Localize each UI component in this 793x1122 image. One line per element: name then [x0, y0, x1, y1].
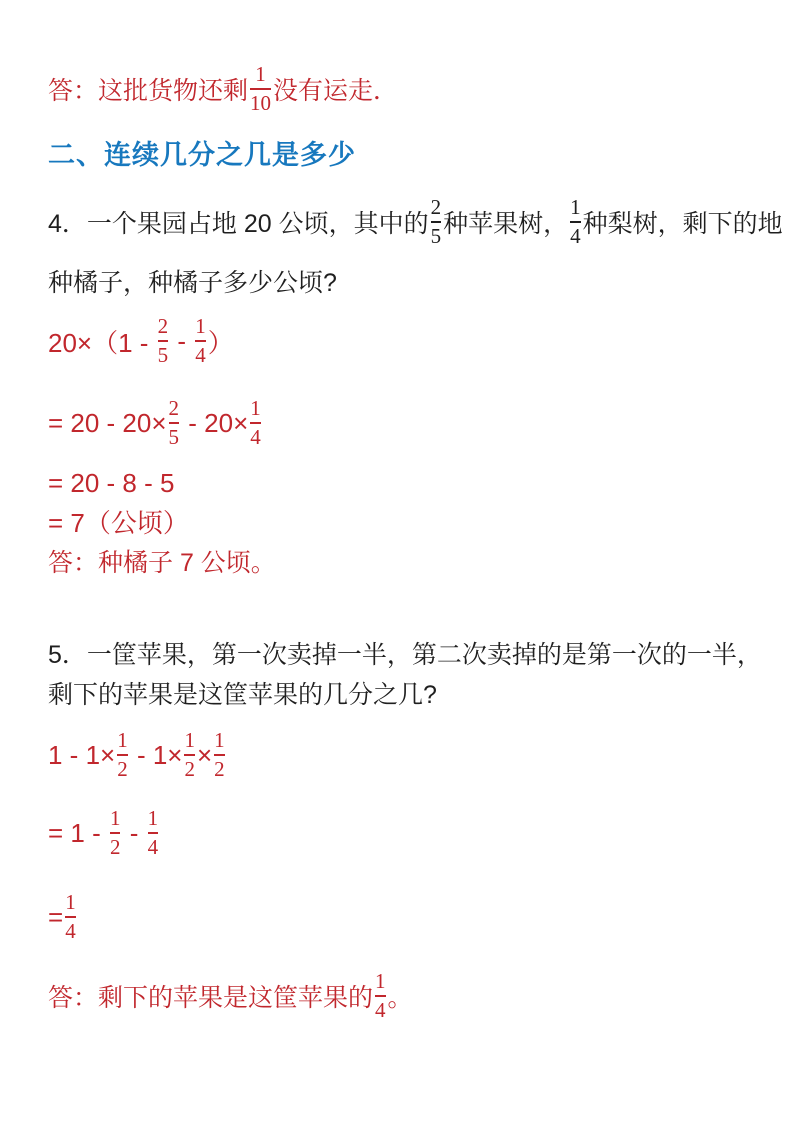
fraction — [195, 314, 206, 368]
problem-4-text-line-1 — [48, 190, 783, 254]
text-segment: = 1 - — [48, 817, 108, 848]
fraction — [250, 396, 261, 450]
problem-4-solution-step-1 — [48, 308, 234, 374]
text-segment: - — [170, 325, 194, 356]
problem-4-solution-step-2 — [48, 390, 263, 456]
fraction-denominator: 10 — [250, 91, 272, 115]
text-segment: 20×（1 - — [48, 327, 156, 358]
fraction — [117, 728, 128, 782]
text-segment: 4．一个果园占地 20 公顷，其中的 — [48, 210, 429, 238]
answer-line-q5 — [48, 963, 413, 1029]
text-segment: ） — [207, 327, 234, 358]
fraction — [158, 314, 169, 368]
fraction-denominator: 2 — [109, 835, 121, 859]
problem-5-solution-step-1 — [48, 722, 227, 788]
fraction-bar — [169, 422, 180, 424]
answer-line-q3 — [48, 58, 398, 120]
fraction-numerator: 1 — [570, 194, 581, 219]
text-segment: 没有运走． — [273, 77, 399, 105]
fraction-denominator: 4 — [65, 919, 76, 943]
text-segment: 种梨树，剩下的地 — [582, 210, 783, 238]
fraction — [250, 62, 271, 116]
fraction — [375, 969, 386, 1023]
fraction-bar — [184, 754, 195, 756]
fraction — [431, 195, 442, 249]
problem-5-solution-step-3 — [48, 884, 78, 950]
fraction-bar — [570, 221, 581, 223]
fraction-numerator: 2 — [430, 194, 442, 219]
fraction-denominator: 4 — [570, 224, 581, 248]
fraction-numerator: 1 — [250, 395, 261, 420]
text-segment: × — [196, 739, 213, 770]
fraction-numerator: 2 — [168, 395, 180, 420]
fraction-numerator: 1 — [195, 313, 206, 338]
fraction-bar — [65, 916, 76, 918]
fraction-denominator: 2 — [214, 757, 225, 781]
fraction-denominator: 5 — [430, 224, 442, 248]
text-segment: = 7（公顷） — [48, 507, 189, 538]
fraction-bar — [250, 88, 271, 90]
text-segment: 答：剩下的苹果是这筐苹果的 — [48, 984, 374, 1012]
fraction-bar — [214, 754, 225, 756]
fraction-denominator: 4 — [375, 998, 386, 1022]
fraction-denominator: 2 — [117, 757, 128, 781]
text-segment: 种橘子，种橘子多少公顷? — [48, 269, 337, 297]
fraction-numerator: 1 — [184, 727, 195, 752]
fraction — [110, 806, 121, 860]
fraction — [570, 195, 581, 249]
text-segment: - — [122, 817, 146, 848]
fraction-bar — [110, 832, 121, 834]
text-segment: = — [48, 901, 64, 932]
fraction — [169, 396, 180, 450]
fraction — [214, 728, 225, 782]
problem-4-text-line-2 — [48, 260, 337, 302]
text-segment: 剩下的苹果是这筐苹果的几分之几? — [48, 681, 437, 709]
text-segment: 答：种橘子 7 公顷。 — [48, 549, 276, 577]
fraction — [148, 806, 159, 860]
fraction-numerator: 1 — [109, 805, 121, 830]
fraction-bar — [148, 832, 159, 834]
fraction-numerator: 1 — [255, 61, 266, 86]
text-segment: = 20 - 20× — [48, 407, 167, 438]
text-segment: = 20 - 8 - 5 — [48, 467, 175, 498]
section-heading: 二、连续几分之几是多少 — [48, 139, 356, 170]
fraction-numerator: 1 — [147, 805, 159, 830]
fraction-numerator: 1 — [65, 889, 76, 914]
fraction-bar — [117, 754, 128, 756]
text-segment: 答：这批货物还剩 — [48, 77, 249, 105]
fraction-bar — [375, 995, 386, 997]
text-segment: - 20× — [181, 407, 249, 438]
fraction-bar — [250, 422, 261, 424]
fraction-numerator: 1 — [117, 727, 128, 752]
fraction-numerator: 1 — [375, 968, 386, 993]
problem-5-solution-step-2 — [48, 800, 160, 866]
text-segment: 种苹果树， — [443, 210, 569, 238]
text-segment: 。 — [387, 984, 413, 1012]
fraction-denominator: 4 — [195, 343, 206, 367]
fraction-numerator: 1 — [214, 727, 225, 752]
fraction-denominator: 5 — [168, 425, 180, 449]
fraction-bar — [195, 340, 206, 342]
fraction-bar — [431, 221, 442, 223]
fraction-denominator: 4 — [250, 425, 261, 449]
fraction-denominator: 2 — [184, 757, 195, 781]
answer-line-q4 — [48, 543, 276, 579]
text-segment: - 1× — [129, 739, 183, 770]
fraction-bar — [158, 340, 169, 342]
problem-5-text-line-2 — [48, 672, 437, 714]
fraction-denominator: 5 — [157, 343, 169, 367]
fraction-denominator: 4 — [147, 835, 159, 859]
fraction — [184, 728, 195, 782]
problem-4-solution-step-3 — [48, 465, 174, 501]
fraction-numerator: 2 — [157, 313, 169, 338]
text-segment: 1 - 1× — [48, 739, 116, 770]
problem-5-text-line-1 — [48, 632, 762, 674]
fraction — [65, 890, 76, 944]
text-segment: 5．一筐苹果，第一次卖掉一半，第二次卖掉的是第一次的一半， — [48, 641, 762, 669]
problem-4-solution-step-4 — [48, 503, 189, 539]
